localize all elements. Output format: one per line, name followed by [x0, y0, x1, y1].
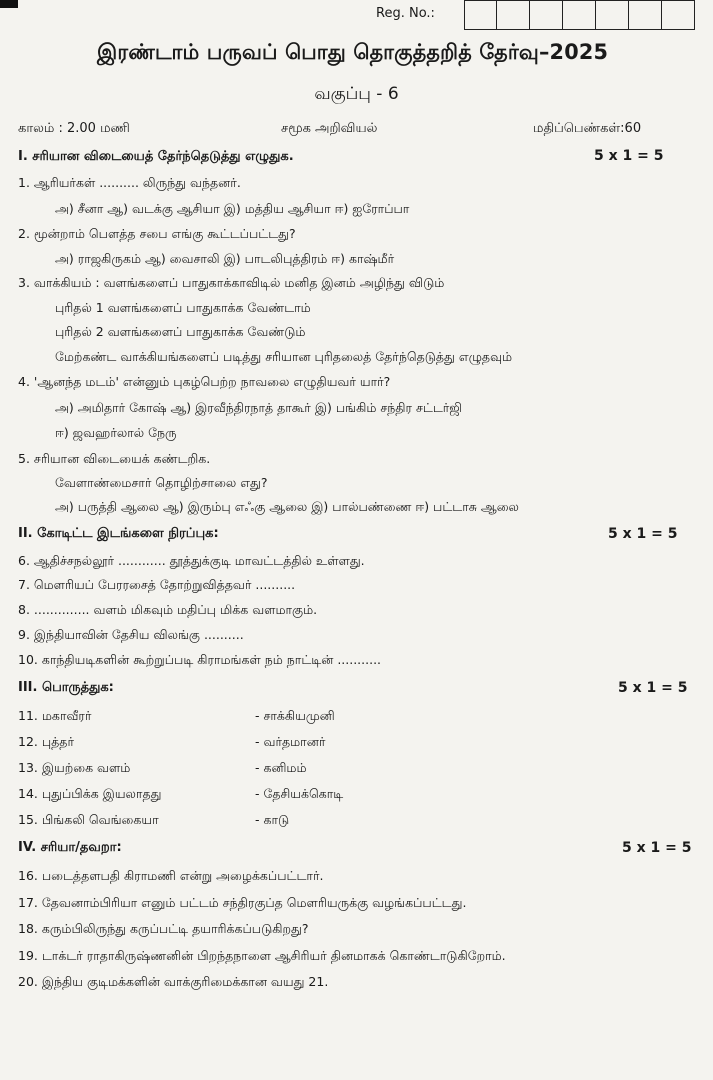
section-4-heading: IV. சரியா/தவறா: [18, 840, 122, 855]
question-20: 20. இந்திய குடிமக்களின் வாக்குரிமைக்கான வயது 21. [18, 974, 329, 989]
section-4-marks: 5 x 1 = 5 [622, 840, 692, 856]
exam-title: இரண்டாம் பருவப் பொது தொகுத்தறித் தேர்வு–2025 [96, 40, 609, 64]
question-5: 5. சரியான விடையைக் கண்டறிக. [18, 451, 211, 466]
question-2-options: அ) ராஜகிருகம் ஆ) வைசாலி இ) பாடலிபுத்திரம் ஈ) காஷ்மீர் [55, 251, 395, 266]
match-right-11: - சாக்கியமுனி [255, 708, 335, 723]
subject: சமூக அறிவியல் [281, 121, 378, 136]
question-19: 19. டாக்டர் ராதாகிருஷ்ணனின் பிறந்தநாளை ஆசிரியர் தினமாகக் கொண்டாடுகிறோம். [18, 948, 506, 963]
match-left-13: 13. இயற்கை வளம் [18, 760, 131, 775]
question-2: 2. மூன்றாம் பௌத்த சபை எங்கு கூட்டப்பட்டது? [18, 226, 296, 241]
corner-mark [0, 0, 18, 8]
question-3-line-1: புரிதல் 1 வளங்களைப் பாதுகாக்க வேண்டாம் [55, 300, 311, 315]
question-5-options: அ) பருத்தி ஆலை ஆ) இரும்பு எஃகு ஆலை இ) பால்பண்ணை ஈ) பட்டாசு ஆலை [55, 499, 519, 514]
section-2-heading: II. கோடிட்ட இடங்களை நிரப்புக: [18, 526, 219, 541]
reg-no-label: Reg. No.: [376, 6, 435, 21]
question-18: 18. கரும்பிலிருந்து கருப்பட்டி தயாரிக்கப்படுகிறது? [18, 921, 309, 936]
question-4-options-2: ஈ) ஜவஹர்லால் நேரு [55, 425, 177, 440]
section-1-heading: I. சரியான விடையைத் தேர்ந்தெடுத்து எழுதுக. [18, 149, 294, 164]
reg-no-box [662, 0, 695, 30]
duration: காலம் : 2.00 மணி [18, 121, 130, 136]
question-9: 9. இந்தியாவின் தேசிய விலங்கு .......... [18, 627, 244, 642]
reg-no-boxes [464, 0, 695, 30]
question-4-options: அ) அமிதார் கோஷ் ஆ) இரவீந்திரநாத் தாகூர் இ) பங்கிம் சந்திர சட்டர்ஜி [55, 400, 463, 415]
section-3-marks: 5 x 1 = 5 [618, 680, 688, 696]
question-17: 17. தேவனாம்பிரியா எனும் பட்டம் சந்திரகுப்த மௌரியருக்கு வழங்கப்பட்டது. [18, 895, 467, 910]
match-right-15: - காடு [255, 812, 290, 827]
match-right-12: - வர்தமானர் [255, 734, 326, 749]
match-left-15: 15. பிங்கலி வெங்கையா [18, 812, 159, 827]
reg-no-box [596, 0, 629, 30]
question-1: 1. ஆரியர்கள் .......... லிருந்து வந்தனர். [18, 175, 241, 190]
question-4: 4. 'ஆனந்த மடம்' என்னும் புகழ்பெற்ற நாவலை எழுதியவர் யார்? [18, 374, 391, 389]
match-right-13: - கனிமம் [255, 760, 307, 775]
match-right-14: - தேசியக்கொடி [255, 786, 344, 801]
section-3-heading: III. பொருத்துக: [18, 680, 114, 695]
reg-no-box [530, 0, 563, 30]
match-left-12: 12. புத்தர் [18, 734, 74, 749]
question-6: 6. ஆதிச்சநல்லூர் ............ தூத்துக்குடி மாவட்டத்தில் உள்ளது. [18, 553, 365, 568]
question-5-line-1: வேளாண்மைசார் தொழிற்சாலை எது? [55, 475, 268, 490]
match-left-14: 14. புதுப்பிக்க இயலாதது [18, 786, 162, 801]
reg-no-box [629, 0, 662, 30]
total-marks: மதிப்பெண்கள்:60 [533, 121, 642, 136]
match-left-11: 11. மகாவீரர் [18, 708, 92, 723]
reg-no-box [497, 0, 530, 30]
class-line: வகுப்பு - 6 [314, 84, 399, 104]
reg-no-box [464, 0, 497, 30]
question-3-line-2: புரிதல் 2 வளங்களைப் பாதுகாக்க வேண்டும் [55, 324, 306, 339]
section-1-marks: 5 x 1 = 5 [594, 148, 664, 164]
question-3-line-3: மேற்கண்ட வாக்கியங்களைப் படித்து சரியான புரிதலைத் தேர்ந்தெடுத்து எழுதவும் [55, 349, 513, 364]
question-3: 3. வாக்கியம் : வளங்களைப் பாதுகாக்காவிடில் மனித இனம் அழிந்து விடும் [18, 275, 445, 290]
question-8: 8. .............. வளம் மிகவும் மதிப்பு மிக்க வளமாகும். [18, 602, 318, 617]
reg-no-box [563, 0, 596, 30]
section-2-marks: 5 x 1 = 5 [608, 526, 678, 542]
question-7: 7. மௌரியப் பேரரசைத் தோற்றுவித்தவர் .......... [18, 577, 296, 592]
question-10: 10. காந்தியடிகளின் கூற்றுப்படி கிராமங்கள் நம் நாட்டின் ........... [18, 652, 382, 667]
question-1-options: அ) சீனா ஆ) வடக்கு ஆசியா இ) மத்திய ஆசியா ஈ) ஐரோப்பா [55, 201, 410, 216]
question-16: 16. படைத்தளபதி கிராமணி என்று அழைக்கப்பட்டார். [18, 868, 324, 883]
